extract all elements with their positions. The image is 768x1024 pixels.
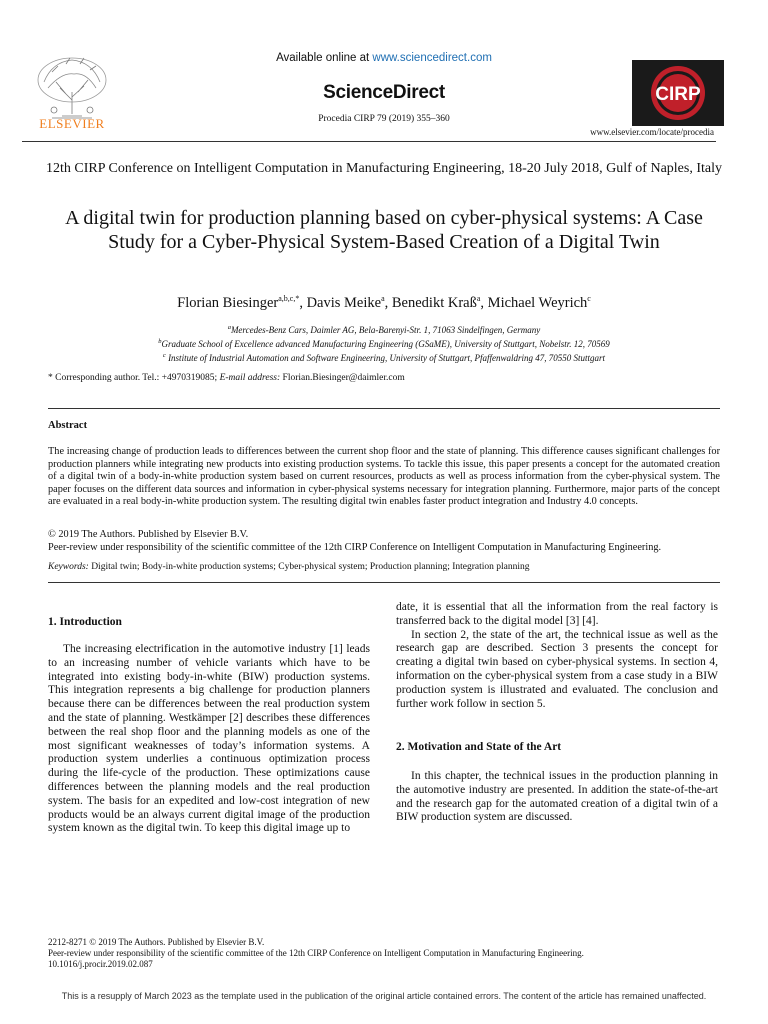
body-paragraph: In section 2, the state of the art, the technical issue as well as the research gap are described. Section 3 presents the concept for creating a digital twin based on cyber-physical systems. In section 4, information on the cyber-physical system from a case study in a BIW production system is illustrated and evaluated. The conclusion and further work follow in section 5.: [396, 628, 718, 710]
copyright-block: [48, 529, 720, 555]
author-name: Florian Biesinger: [177, 294, 279, 311]
email-label: E-mail address:: [219, 373, 281, 383]
cirp-logo-text: CIRP: [655, 84, 701, 105]
keywords-line: [48, 562, 720, 572]
sciencedirect-brand: ScienceDirect: [323, 82, 445, 103]
author-affil-mark: c: [587, 294, 591, 303]
keywords-text: Digital twin; Body-in-white production systems; Cyber-physical system; Production planning; Integration planning: [88, 562, 530, 572]
author-name: Benedikt Kraß: [391, 294, 477, 311]
footer-peer-review: Peer-review under responsibility of the scientific committee of the 12th CIRP Conference on Intelligent Computation in Manufacturing Engineering.: [48, 948, 584, 958]
corresponding-author: [48, 373, 405, 383]
affil-text: Institute of Industrial Automation and Software Engineering, University of Stuttgart, Pfaffenwaldring 47, 70550 Stuttgart: [168, 353, 606, 363]
body-paragraph: In this chapter, the technical issues in the production planning in the automotive industry are presented. In addition the state-of-the-art and the research gap for the automated creation of a digital twin of a BIW production system are discussed.: [396, 770, 718, 824]
author-list: Florian Biesinger$^{a,b,c,*}$, Davis Meike$^a$, Benedikt Kraß$^a$, Michael Weyrich$^c$: [177, 294, 591, 311]
available-prefix: Available online at: [276, 52, 373, 64]
motivation-column: [396, 770, 718, 825]
affil-mark: b: [158, 338, 162, 345]
copyright-line: © 2019 The Authors. Published by Elsevier B.V.: [48, 529, 249, 540]
sciencedirect-link[interactable]: www.sciencedirect.com: [372, 52, 492, 64]
body-paragraph: The increasing electrification in the automotive industry [1] leads to an increasing number of vehicle variants which have to be integrated into existing body-in-white (BIW) production systems. This integration represents a big challenge for production planners because there can be differences between the real production system and the state of planning. Westkämper [2] describes these differences between the real shop floor and the planning models as one of the most significant weaknesses of today’s information systems. A production system underlies a continuous optimization process during the life-cycle of the production. These optimizations cause differences between the planning models and the real production system. The basis for an expedited and low-cost integration of new products would be an always current digital image of the production system known as the digital twin. To keep this digital image up to: [48, 643, 370, 835]
article-title: A digital twin for production planning based on cyber-physical systems: A Case Study for a Cyber-Physical System-Based Creation of a Digital Twin: [65, 207, 703, 253]
footer-doi[interactable]: 10.1016/j.procir.2019.02.087: [48, 959, 153, 969]
author-name: Michael Weyrich: [487, 294, 588, 311]
abstract-text: The increasing change of production leads to differences between the current shop floor and the state of planning. This difference causes significant challenges for production planners while integrating new products into existing production systems. To tackle this issue, this paper presents a concept for the automated creation of a digital twin of a body-in-white production system based on current resources, products as well as process information from the cyber-physical system. The paper focuses on the different data sources and information in cyber-physical systems necessary for integration planning. Furthermore, major parts of the concept are evaluated in a real body-in-white production system. The resulting digital twin enables faster product integration and Industry 4.0 concepts.: [48, 446, 720, 508]
journal-citation: Procedia CIRP 79 (2019) 355–360: [318, 114, 450, 124]
footer-issn: 2212-8271 © 2019 The Authors. Published by Elsevier B.V.: [48, 937, 265, 947]
author-affil-mark: a: [476, 294, 481, 303]
author-affil-mark: a: [381, 294, 385, 303]
corresponding-email[interactable]: Florian.Biesinger@daimler.com: [280, 373, 405, 383]
peer-review-line: Peer-review under responsibility of the scientific committee of the 12th CIRP Conference on Intelligent Computation in Manufacturing Engineering.: [48, 541, 662, 553]
author-name: Davis Meike: [306, 294, 382, 311]
conference-line: 12th CIRP Conference on Intelligent Computation in Manufacturing Engineering, 18-20 July 2018, Gulf of Naples, Italy: [45, 161, 723, 176]
cirp-logo: [632, 60, 724, 126]
journal-url[interactable]: www.elsevier.com/locate/procedia: [590, 127, 714, 137]
affil-mark: a: [227, 324, 231, 331]
author-affil-mark: a,b,c,*: [278, 294, 300, 303]
resupply-note: This is a resupply of March 2023 as the template used in the publication of the original article contained errors. The content of the article has remained unaffected.: [61, 991, 707, 1001]
elsevier-wordmark: ELSEVIER: [39, 116, 105, 131]
abstract-heading: Abstract: [48, 420, 88, 431]
body-paragraph: date, it is essential that all the information from the real factory is transferred back to the digital model [3] [4].: [396, 601, 718, 627]
affiliations: [60, 322, 708, 364]
introduction-continued: [396, 601, 718, 711]
keywords-label: Keywords:: [48, 562, 89, 572]
introduction-column: [48, 643, 370, 836]
section-heading-introduction: 1. Introduction: [48, 616, 122, 628]
affiliation: [60, 336, 708, 350]
corresponding-prefix: * Corresponding author. Tel.: +4970319085;: [48, 373, 220, 383]
footer-block: [48, 937, 728, 970]
affiliation: [60, 322, 708, 336]
affil-text: Graduate School of Excellence advanced Manufacturing Engineering (GSaME), University of Stuttgart, Nobelstr. 12, 70569: [161, 339, 610, 349]
abstract-top-divider: [48, 408, 720, 409]
abstract-bottom-divider: [48, 582, 720, 583]
affil-mark: c: [162, 352, 166, 359]
affil-text: Mercedes-Benz Cars, Daimler AG, Bela-Barenyi-Str. 1, 71063 Sindelfingen, Germany: [230, 325, 541, 335]
header-divider: [22, 141, 716, 142]
section-heading-motivation: 2. Motivation and State of the Art: [396, 741, 562, 753]
affiliation: [60, 350, 708, 364]
